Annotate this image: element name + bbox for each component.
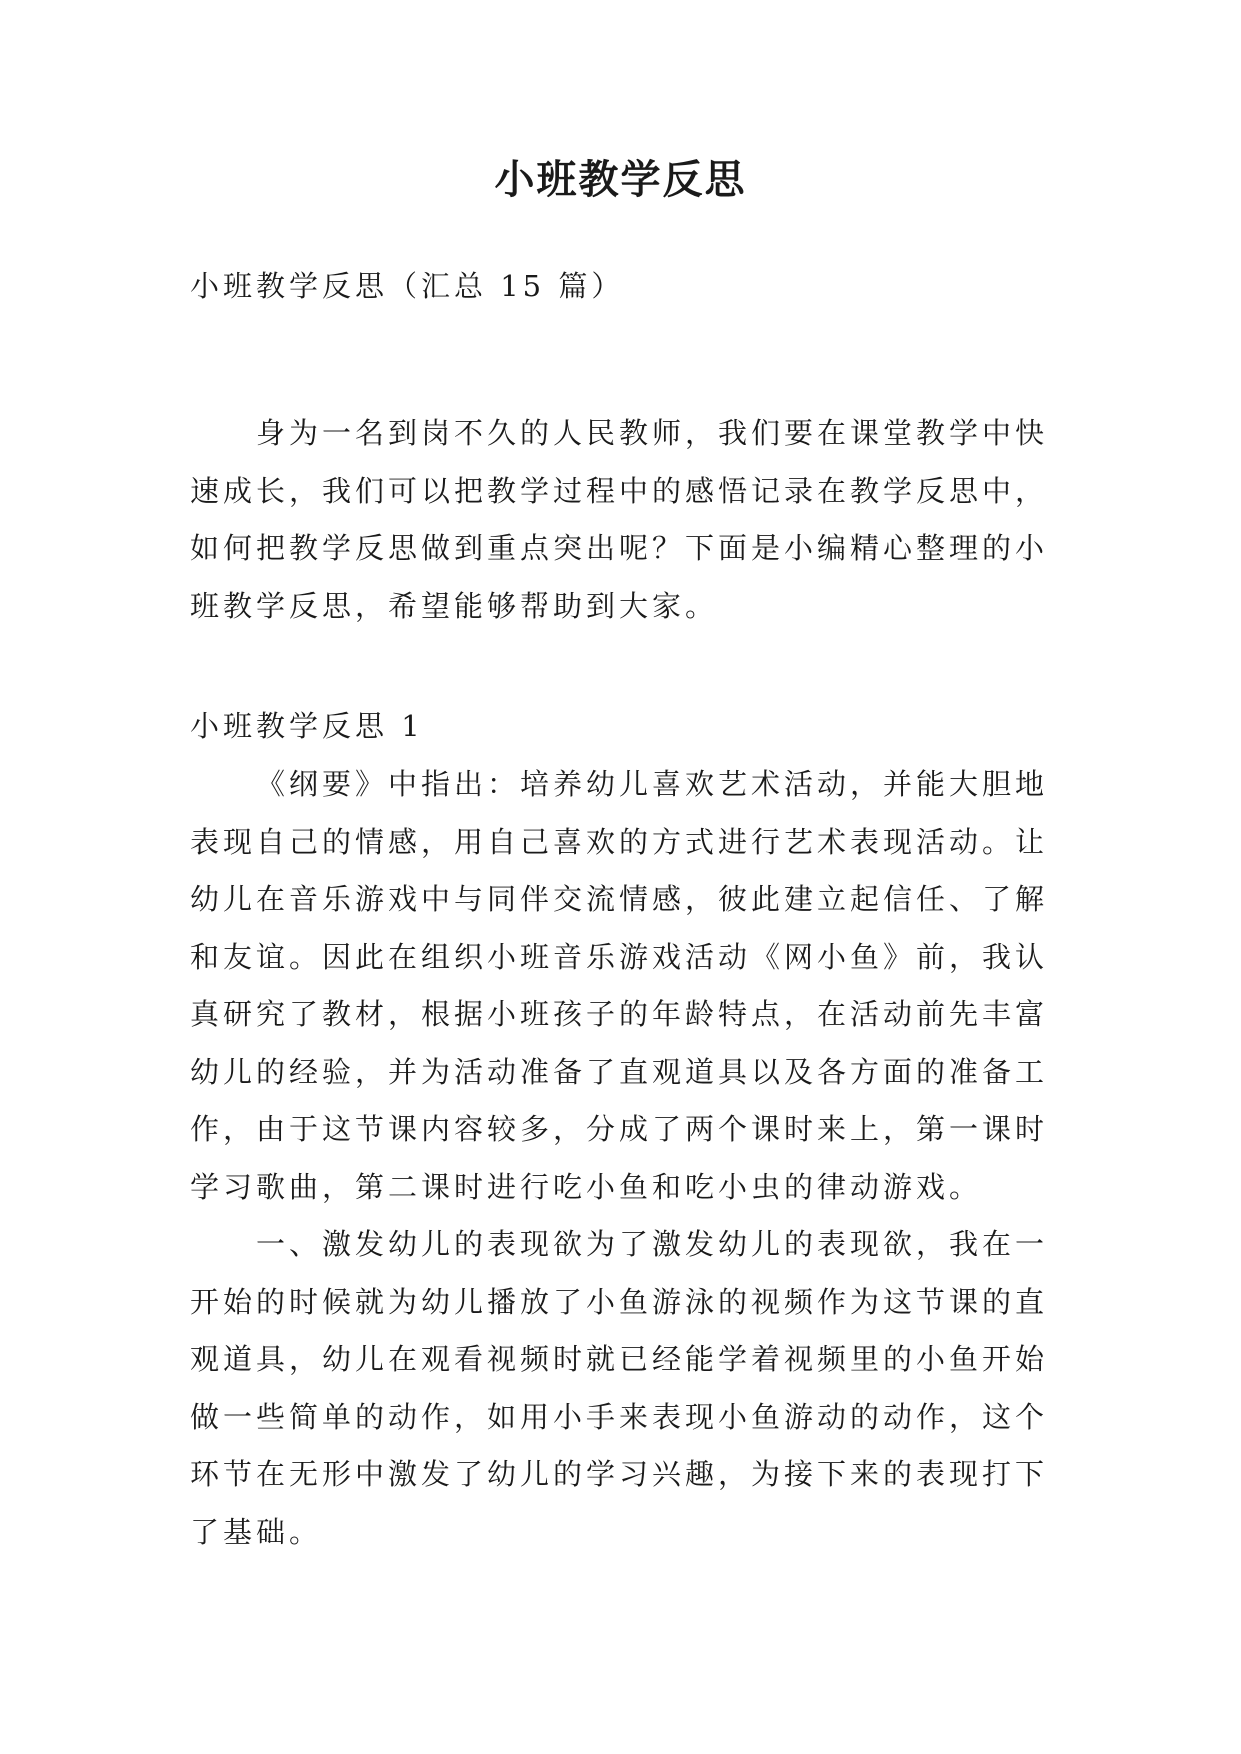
document-subtitle: 小班教学反思（汇总 15 篇） [190,269,625,303]
body-paragraph-2: 一、激发幼儿的表现欲为了激发幼儿的表现欲，我在一开始的时候就为幼儿播放了小鱼游泳的视频作为这节课的直观道具，幼儿在观看视频时就已经能学着视频里的小鱼开始做一些简单的动作，如用小手来表现小鱼游动的动作，这个环节在无形中激发了幼儿的学习兴趣，为接下来的表现打下了基础。 [190,1227,1049,1549]
body-paragraph-1: 《纲要》中指出：培养幼儿喜欢艺术活动，并能大胆地表现自己的情感，用自己喜欢的方式进行艺术表现活动。让幼儿在音乐游戏中与同伴交流情感，彼此建立起信任、了解和友谊。因此在组织小班音乐游戏活动《网小鱼》前，我认真研究了教材，根据小班孩子的年龄特点，在活动前先丰富幼儿的经验，并为活动准备了直观道具以及各方面的准备工作，由于这节课内容较多，分成了两个课时来上，第一课时学习歌曲，第二课时进行吃小鱼和吃小虫的律动游戏。 [190,767,1049,1204]
section-body [190,756,1058,1561]
document-title: 小班教学反思 [494,156,747,203]
intro-paragraph: 身为一名到岗不久的人民教师，我们要在课堂教学中快速成长，我们可以把教学过程中的感悟记录在教学反思中，如何把教学反思做到重点突出呢？下面是小编精心整理的小班教学反思，希望能够帮助到大家。 [190,416,1049,623]
section-heading: 小班教学反思 1 [190,709,424,743]
